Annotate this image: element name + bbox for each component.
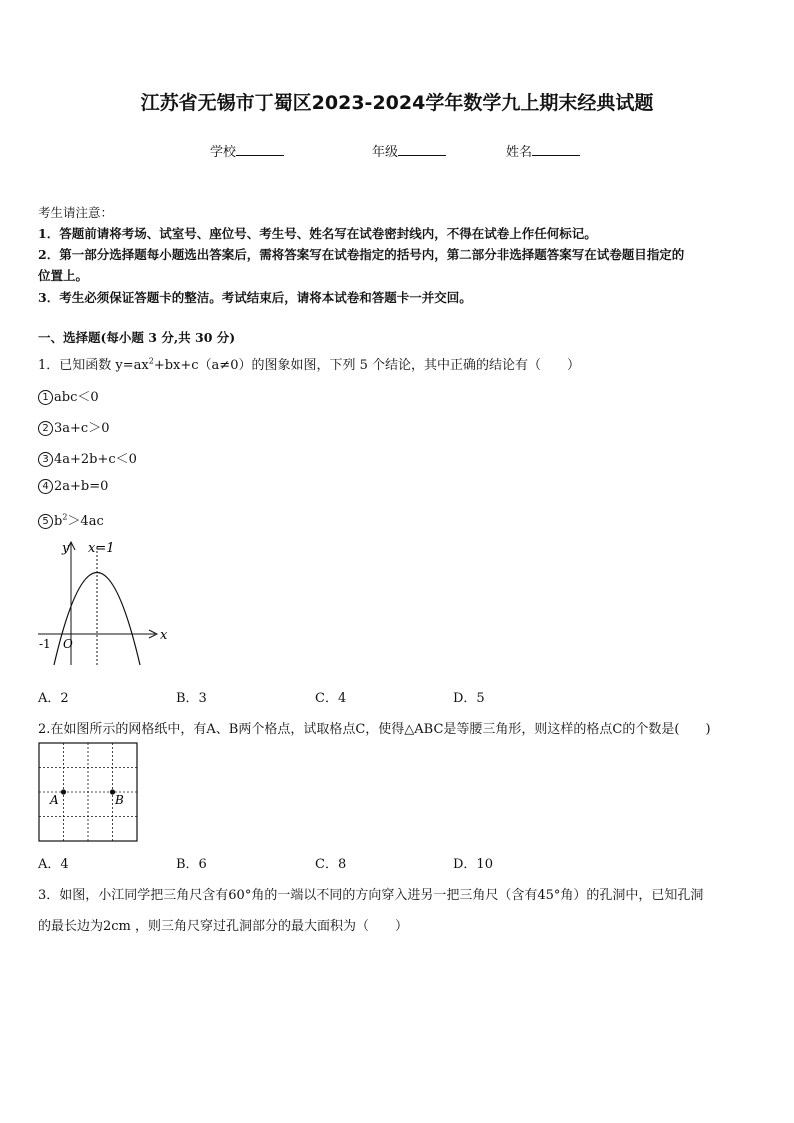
q2-stem: 2.在如图所示的网格纸中，有A、B两个格点，试取格点C，使得△ABC是等腰三角形，则这样的格点C的个数是( )	[38, 722, 711, 737]
page-title: 江苏省无锡市丁蜀区2023-2024学年数学九上期末经典试题	[140, 92, 654, 114]
q1-stem	[38, 354, 580, 373]
label-b: B	[115, 793, 124, 807]
name-blank	[532, 143, 580, 156]
notice-item-2-cont: 位置上。	[38, 268, 89, 283]
q1-option-a: A．2	[38, 691, 69, 706]
q1-conclusion-2	[38, 417, 109, 436]
circled-number: 1	[38, 390, 53, 405]
q1-option-b: B．3	[176, 691, 207, 706]
notice-item-2: 2．第一部分选择题每小题选出答案后，需将答案写在试卷指定的括号内，第二部分非选择题答案写在试卷题目指定的	[38, 247, 685, 262]
grade-field	[372, 141, 446, 160]
q1-option-d: D．5	[453, 691, 485, 706]
conclusion-text: 4a+2b+c＜0	[54, 452, 137, 467]
neg1-label: -1	[39, 637, 51, 651]
school-label: 学校	[210, 145, 237, 160]
point-a	[61, 789, 66, 794]
notice-item-3: 3．考生必须保证答题卡的整洁。考试结束后，请将本试卷和答题卡一并交回。	[38, 290, 472, 305]
q2-option-d: D．10	[453, 857, 493, 872]
q1-conclusion-1	[38, 386, 99, 405]
q1-conclusion-5	[38, 510, 104, 529]
y-label: y	[62, 541, 70, 556]
q1-stem-b: +bx+c（a≠0）的图象如图，下列 5 个结论，其中正确的结论有（ ）	[153, 358, 580, 373]
conclusion-text: abc＜0	[54, 390, 99, 405]
conclusion-text-b: ＞4ac	[67, 514, 104, 529]
school-blank	[236, 143, 284, 156]
grade-label: 年级	[372, 145, 399, 160]
conclusion-text-a: b	[54, 514, 63, 529]
q1-option-c: C．4	[315, 691, 347, 706]
circled-number: 5	[38, 514, 53, 529]
x-label: x	[160, 628, 168, 643]
grade-blank	[398, 143, 446, 156]
label-a: A	[50, 793, 59, 807]
conclusion-text: 2a+b=0	[54, 479, 109, 494]
conclusion-text: 3a+c＞0	[54, 421, 110, 436]
section-heading: 一、选择题(每小题 3 分,共 30 分)	[38, 330, 236, 345]
q3-line-1: 3．如图，小江同学把三角尺含有60°角的一端以不同的方向穿入进另一把三角尺（含有45°角）的孔洞中，已知孔洞	[38, 888, 704, 903]
name-field	[506, 141, 580, 160]
school-field	[210, 141, 284, 160]
circled-number: 4	[38, 479, 53, 494]
q1-conclusion-3	[38, 448, 137, 467]
conclusion-sup: 2	[62, 512, 68, 522]
name-label: 姓名	[506, 145, 533, 160]
origin-label: O	[63, 637, 73, 651]
notice-item-1: 1．答题前请将考场、试室号、座位号、考生号、姓名写在试卷密封线内，不得在试卷上作任何标记。	[38, 226, 597, 241]
q1-conclusion-4	[38, 479, 108, 494]
notice-heading: 考生请注意：	[38, 205, 114, 220]
q2-option-c: C．8	[315, 857, 347, 872]
parabola-graph	[30, 535, 175, 670]
circled-number: 2	[38, 421, 53, 436]
circled-number: 3	[38, 452, 53, 467]
q2-option-a: A．4	[38, 857, 69, 872]
q3-line-2: 的最长边为2cm ，则三角尺穿过孔洞部分的最大面积为（ ）	[38, 919, 409, 934]
grid-figure	[38, 742, 140, 844]
symmetry-label: x=1	[88, 541, 115, 556]
q1-stem-sup: 2	[148, 356, 154, 366]
q2-option-b: B．6	[176, 857, 207, 872]
q1-stem-a: 1．已知函数 y=ax	[38, 358, 149, 373]
